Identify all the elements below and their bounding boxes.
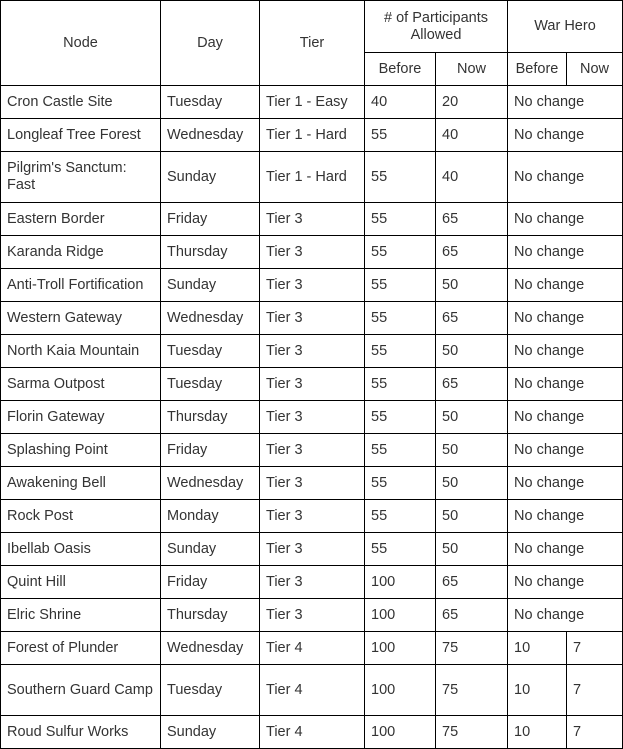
cell-tier: Tier 3 (260, 368, 365, 401)
cell-day: Tuesday (161, 665, 260, 716)
cell-participants-now: 50 (436, 401, 508, 434)
cell-war-hero: No change (508, 467, 623, 500)
cell-participants-before: 55 (365, 335, 436, 368)
cell-participants-before: 55 (365, 500, 436, 533)
header-participants-now: Now (436, 53, 508, 86)
cell-node: Sarma Outpost (1, 368, 161, 401)
cell-node: Ibellab Oasis (1, 533, 161, 566)
table-row (1, 665, 623, 716)
cell-war-hero: No change (508, 533, 623, 566)
header-tier: Tier (260, 1, 365, 86)
cell-war-hero: No change (508, 500, 623, 533)
table-row (1, 434, 623, 467)
cell-node: Southern Guard Camp (1, 665, 161, 716)
header-war-hero-now: Now (567, 53, 623, 86)
cell-participants-before: 100 (365, 632, 436, 665)
cell-day: Sunday (161, 533, 260, 566)
cell-participants-now: 50 (436, 533, 508, 566)
cell-node: Florin Gateway (1, 401, 161, 434)
cell-participants-before: 55 (365, 203, 436, 236)
cell-node: North Kaia Mountain (1, 335, 161, 368)
cell-day: Thursday (161, 599, 260, 632)
cell-day: Monday (161, 500, 260, 533)
cell-tier: Tier 4 (260, 716, 365, 749)
cell-participants-before: 55 (365, 236, 436, 269)
cell-participants-now: 65 (436, 203, 508, 236)
cell-participants-before: 100 (365, 566, 436, 599)
table-row (1, 236, 623, 269)
cell-node: Pilgrim's Sanctum: Fast (1, 152, 161, 203)
cell-participants-before: 55 (365, 269, 436, 302)
cell-tier: Tier 4 (260, 632, 365, 665)
cell-day: Friday (161, 566, 260, 599)
cell-war-hero: No change (508, 119, 623, 152)
cell-participants-before: 55 (365, 368, 436, 401)
cell-participants-now: 50 (436, 335, 508, 368)
cell-participants-now: 65 (436, 368, 508, 401)
cell-tier: Tier 3 (260, 236, 365, 269)
cell-participants-before: 55 (365, 302, 436, 335)
cell-participants-before: 100 (365, 599, 436, 632)
cell-tier: Tier 4 (260, 665, 365, 716)
cell-war-hero: No change (508, 86, 623, 119)
cell-tier: Tier 1 - Hard (260, 152, 365, 203)
cell-tier: Tier 3 (260, 269, 365, 302)
cell-participants-before: 55 (365, 152, 436, 203)
cell-war-hero: No change (508, 599, 623, 632)
cell-node: Longleaf Tree Forest (1, 119, 161, 152)
cell-day: Sunday (161, 269, 260, 302)
header-day: Day (161, 1, 260, 86)
table-row (1, 368, 623, 401)
cell-tier: Tier 3 (260, 599, 365, 632)
table-row (1, 203, 623, 236)
cell-day: Sunday (161, 152, 260, 203)
cell-participants-now: 50 (436, 269, 508, 302)
cell-tier: Tier 3 (260, 434, 365, 467)
header-participants-before: Before (365, 53, 436, 86)
table-row (1, 500, 623, 533)
cell-participants-now: 65 (436, 236, 508, 269)
cell-node: Awakening Bell (1, 467, 161, 500)
cell-day: Wednesday (161, 467, 260, 500)
cell-day: Wednesday (161, 302, 260, 335)
cell-war-hero-now: 7 (567, 632, 623, 665)
table-row (1, 599, 623, 632)
cell-node: Splashing Point (1, 434, 161, 467)
cell-participants-before: 55 (365, 533, 436, 566)
table-row (1, 566, 623, 599)
cell-participants-before: 55 (365, 119, 436, 152)
cell-node: Elric Shrine (1, 599, 161, 632)
cell-participants-now: 65 (436, 599, 508, 632)
cell-participants-now: 50 (436, 500, 508, 533)
cell-node: Cron Castle Site (1, 86, 161, 119)
cell-tier: Tier 1 - Hard (260, 119, 365, 152)
cell-day: Tuesday (161, 368, 260, 401)
cell-participants-now: 65 (436, 566, 508, 599)
cell-participants-now: 50 (436, 467, 508, 500)
cell-war-hero: No change (508, 203, 623, 236)
cell-day: Thursday (161, 401, 260, 434)
cell-node: Western Gateway (1, 302, 161, 335)
cell-tier: Tier 1 - Easy (260, 86, 365, 119)
cell-war-hero-before: 10 (508, 716, 567, 749)
cell-war-hero-now: 7 (567, 665, 623, 716)
table-row (1, 86, 623, 119)
cell-day: Tuesday (161, 86, 260, 119)
header-participants-allowed: # of Participants Allowed (365, 1, 508, 53)
cell-participants-now: 40 (436, 152, 508, 203)
cell-day: Tuesday (161, 335, 260, 368)
table-body (1, 86, 623, 749)
table-row (1, 401, 623, 434)
cell-day: Wednesday (161, 632, 260, 665)
cell-day: Thursday (161, 236, 260, 269)
table-row (1, 335, 623, 368)
cell-war-hero: No change (508, 335, 623, 368)
cell-participants-now: 20 (436, 86, 508, 119)
table-row (1, 533, 623, 566)
cell-tier: Tier 3 (260, 335, 365, 368)
cell-war-hero: No change (508, 434, 623, 467)
cell-node: Quint Hill (1, 566, 161, 599)
cell-war-hero: No change (508, 368, 623, 401)
cell-tier: Tier 3 (260, 401, 365, 434)
cell-war-hero: No change (508, 302, 623, 335)
cell-tier: Tier 3 (260, 467, 365, 500)
table-row (1, 632, 623, 665)
cell-participants-now: 75 (436, 665, 508, 716)
table-row (1, 467, 623, 500)
cell-participants-before: 55 (365, 434, 436, 467)
cell-tier: Tier 3 (260, 302, 365, 335)
cell-day: Friday (161, 203, 260, 236)
cell-war-hero-before: 10 (508, 665, 567, 716)
cell-war-hero: No change (508, 401, 623, 434)
cell-tier: Tier 3 (260, 533, 365, 566)
cell-participants-now: 50 (436, 434, 508, 467)
cell-participants-now: 40 (436, 119, 508, 152)
cell-participants-now: 65 (436, 302, 508, 335)
cell-war-hero-before: 10 (508, 632, 567, 665)
table-row (1, 302, 623, 335)
table-row (1, 152, 623, 203)
cell-day: Sunday (161, 716, 260, 749)
cell-participants-now: 75 (436, 716, 508, 749)
cell-participants-now: 75 (436, 632, 508, 665)
cell-participants-before: 100 (365, 716, 436, 749)
cell-day: Wednesday (161, 119, 260, 152)
table-row (1, 716, 623, 749)
header-war-hero-before: Before (508, 53, 567, 86)
cell-participants-before: 100 (365, 665, 436, 716)
cell-war-hero: No change (508, 566, 623, 599)
cell-war-hero: No change (508, 152, 623, 203)
table-row (1, 119, 623, 152)
cell-war-hero: No change (508, 269, 623, 302)
cell-tier: Tier 3 (260, 566, 365, 599)
cell-war-hero-now: 7 (567, 716, 623, 749)
cell-node: Anti-Troll Fortification (1, 269, 161, 302)
cell-participants-before: 55 (365, 401, 436, 434)
cell-war-hero: No change (508, 236, 623, 269)
cell-participants-before: 40 (365, 86, 436, 119)
cell-node: Eastern Border (1, 203, 161, 236)
cell-tier: Tier 3 (260, 203, 365, 236)
header-war-hero: War Hero (508, 1, 623, 53)
cell-node: Karanda Ridge (1, 236, 161, 269)
cell-node: Roud Sulfur Works (1, 716, 161, 749)
table-row (1, 269, 623, 302)
header-node: Node (1, 1, 161, 86)
cell-participants-before: 55 (365, 467, 436, 500)
cell-day: Friday (161, 434, 260, 467)
cell-node: Rock Post (1, 500, 161, 533)
cell-node: Forest of Plunder (1, 632, 161, 665)
cell-tier: Tier 3 (260, 500, 365, 533)
